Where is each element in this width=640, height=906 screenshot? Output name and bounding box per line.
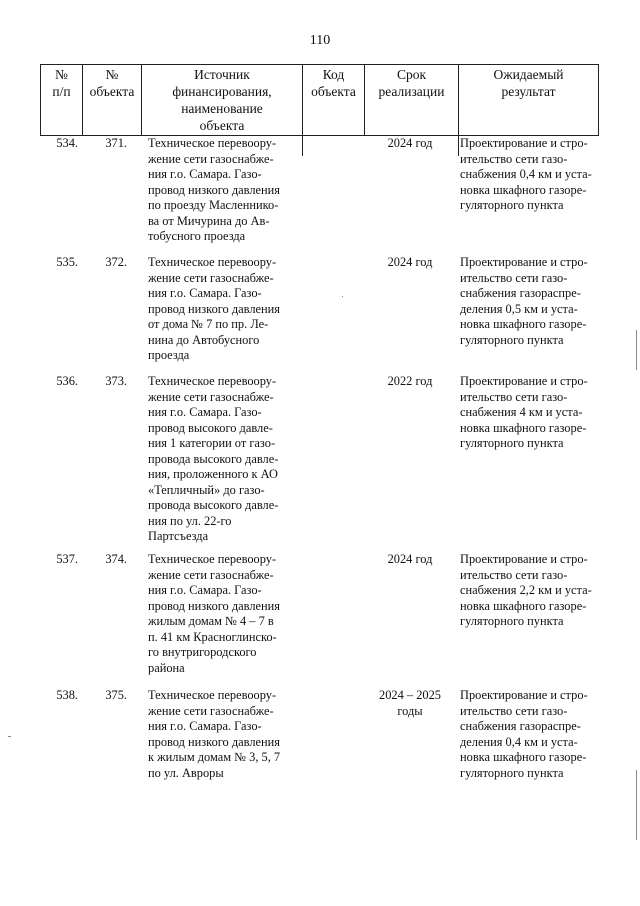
expected-result: Проектирование и стро- ительство сети газо- снабжения 4 км и уста- новка шкафного газоре- гуляторного пункта: [460, 374, 588, 450]
expected-result: Проектирование и стро- ительство сети газо- снабжения газораспре- деления 0,4 км и уста- новка шкафного газоре- гуляторного пункта: [460, 688, 588, 780]
scan-artifact: [636, 770, 637, 840]
header-row-number: № п/п: [52, 67, 71, 99]
source-description: Техническое перевоору- жение сети газоснабже- ния г.о. Самара. Газо- провод высокого давле- ния 1 категории от газо- провода высокого давле- ния, проложенного к АО «Тепличный» до газо- провода высокого давле- ния по ул. 22-го Партсъезда: [148, 374, 279, 543]
scan-artifact: [8, 736, 11, 737]
scan-artifact: [636, 330, 637, 370]
col-divider: [458, 136, 459, 156]
expected-result: Проектирование и стро- ительство сети газо- снабжения 0,4 км и уста- новка шкафного газоре- гуляторного пункта: [460, 136, 592, 212]
row-number: 536.: [56, 374, 78, 388]
row-number: 534.: [56, 136, 78, 150]
term: 2024 – 2025 годы: [379, 688, 441, 718]
col-divider: [598, 64, 599, 136]
object-number: 375.: [105, 688, 127, 702]
header-result: Ожидаемый результат: [493, 67, 564, 99]
table-header: [40, 64, 599, 136]
expected-result: Проектирование и стро- ительство сети газо- снабжения 2,2 км и уста- новка шкафного газоре- гуляторного пункта: [460, 552, 592, 628]
expected-result: Проектирование и стро- ительство сети газо- снабжения газораспре- деления 0,5 км и уста- новка шкафного газоре- гуляторного пункта: [460, 255, 588, 347]
source-description: Техническое перевоору- жение сети газоснабже- ния г.о. Самара. Газо- провод низкого давления к жилым домам № 3, 5, 7 по ул. Авроры: [148, 688, 281, 780]
object-number: 374.: [105, 552, 127, 566]
header-object-number: № объекта: [89, 67, 135, 99]
col-divider: [302, 136, 303, 156]
object-number: 372.: [105, 255, 127, 269]
row-number: 537.: [56, 552, 78, 566]
header-source: Источник финансирования, наименование объекта: [172, 67, 272, 133]
source-description: Техническое перевоору- жение сети газоснабже- ния г.о. Самара. Газо- провод низкого давления по проезду Масленнико- ва от Мичурина до Ав- тобусного проезда: [148, 136, 280, 243]
row-number: 535.: [56, 255, 78, 269]
term: 2024 год: [387, 552, 433, 566]
source-description: Техническое перевоору- жение сети газоснабже- ния г.о. Самара. Газо- провод низкого давления жилым домам № 4 – 7 в п. 41 км Красноглинско- го внутригородского района: [148, 552, 280, 675]
object-number: 371.: [105, 136, 127, 150]
row-number: 538.: [56, 688, 78, 702]
header-term: Срок реализации: [378, 67, 445, 99]
page-number: 110: [309, 33, 331, 48]
header-object-code: Код объекта: [311, 67, 356, 99]
term: 2022 год: [387, 374, 433, 388]
scan-artifact: [342, 296, 343, 297]
source-description: Техническое перевоору- жение сети газоснабже- ния г.о. Самара. Газо- провод низкого давления от дома № 7 по пр. Ле- нина до Автобусного проезда: [148, 255, 280, 362]
object-number: 373.: [105, 374, 127, 388]
header-top-border: [40, 64, 599, 65]
term: 2024 год: [387, 136, 433, 150]
term: 2024 год: [387, 255, 433, 269]
